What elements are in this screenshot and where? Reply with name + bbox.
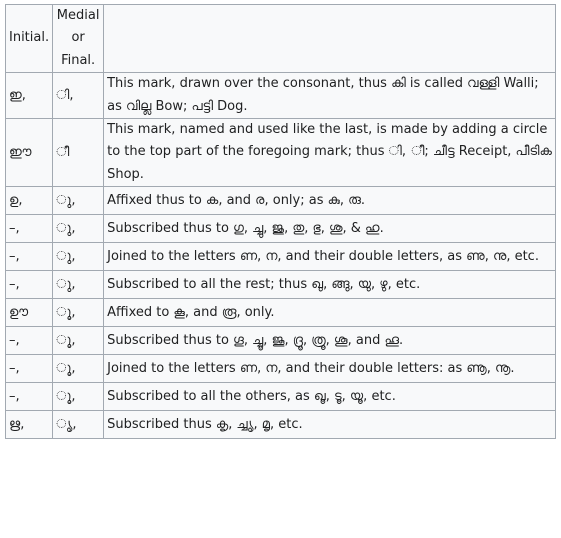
cell-initial: ഈ xyxy=(6,119,53,187)
cell-description: This mark, named and used like the last, is made by adding a circle to the top part of the foregoing mark; thus ി, ീ; ചീട്ട Receipt, പീടിക Shop. xyxy=(104,119,556,187)
header-medial xyxy=(53,5,104,73)
cell-medial: ു, xyxy=(53,271,104,299)
vowel-signs-table xyxy=(5,4,556,439)
cell-description: Subscribed to all the rest; thus ഖു, ങ്ങു, യു, ഴു, etc. xyxy=(104,271,556,299)
cell-initial: –, xyxy=(6,271,53,299)
header-medial-line3: Final. xyxy=(61,52,96,68)
cell-description: Joined to the letters ണ, ന, and their double letters: as ണൂ, നൂ. xyxy=(104,355,556,383)
table-row xyxy=(6,119,556,187)
table-row xyxy=(6,243,556,271)
cell-medial: ൃ, xyxy=(53,411,104,439)
header-medial-line2: or xyxy=(71,30,85,46)
cell-medial: ു, xyxy=(53,215,104,243)
cell-medial: ൂ, xyxy=(53,327,104,355)
cell-initial: ഋ, xyxy=(6,411,53,439)
header-description xyxy=(104,5,556,73)
header-medial-line1: Medial xyxy=(56,8,100,23)
table-row xyxy=(6,383,556,411)
cell-medial: ീ xyxy=(53,119,104,187)
table-row xyxy=(6,187,556,215)
cell-initial: –, xyxy=(6,327,53,355)
cell-description: Affixed thus to ക, and ര, only; as കു, രു. xyxy=(104,187,556,215)
cell-description: Subscribed thus to ഗു, ച്ചു, ജു, തു, ഭു, ശു, & ഹു. xyxy=(104,215,556,243)
cell-medial: ു, xyxy=(53,187,104,215)
cell-initial: –, xyxy=(6,383,53,411)
header-initial xyxy=(6,5,53,73)
cell-medial: ു, xyxy=(53,243,104,271)
table-row xyxy=(6,271,556,299)
cell-description: Subscribed thus to ഗൂ, ച്ചൂ, ജൂ, ദ്രൂ, ത്രൂ, ശൂ, and ഹൂ. xyxy=(104,327,556,355)
cell-medial: ി, xyxy=(53,73,104,119)
cell-description: Joined to the letters ണ, ന, and their double letters, as ണു, നു, etc. xyxy=(104,243,556,271)
cell-description: Affixed to കൂ, and രൂ, only. xyxy=(104,299,556,327)
table-row xyxy=(6,327,556,355)
cell-description: Subscribed to all the others, as ഖൂ, ടൂ, യൂ, etc. xyxy=(104,383,556,411)
table-row xyxy=(6,355,556,383)
cell-medial: ൂ, xyxy=(53,355,104,383)
cell-initial: ഊ xyxy=(6,299,53,327)
cell-medial: ൂ, xyxy=(53,299,104,327)
cell-medial: ൂ, xyxy=(53,383,104,411)
header-initial-label: Initial. xyxy=(9,30,50,46)
table-row xyxy=(6,215,556,243)
cell-initial: –, xyxy=(6,215,53,243)
cell-initial: –, xyxy=(6,243,53,271)
cell-initial: ഉ, xyxy=(6,187,53,215)
cell-initial: ഇ, xyxy=(6,73,53,119)
table-header-row xyxy=(6,5,556,73)
cell-initial: –, xyxy=(6,355,53,383)
cell-description: This mark, drawn over the consonant, thus കി is called വള്ളി Walli; as വില്ല Bow; പട്ടി Dog. xyxy=(104,73,556,119)
table-row xyxy=(6,411,556,439)
cell-description: Subscribed thus കൃ, ച്ചൃ, മൃ, etc. xyxy=(104,411,556,439)
table-row xyxy=(6,299,556,327)
table-row xyxy=(6,73,556,119)
